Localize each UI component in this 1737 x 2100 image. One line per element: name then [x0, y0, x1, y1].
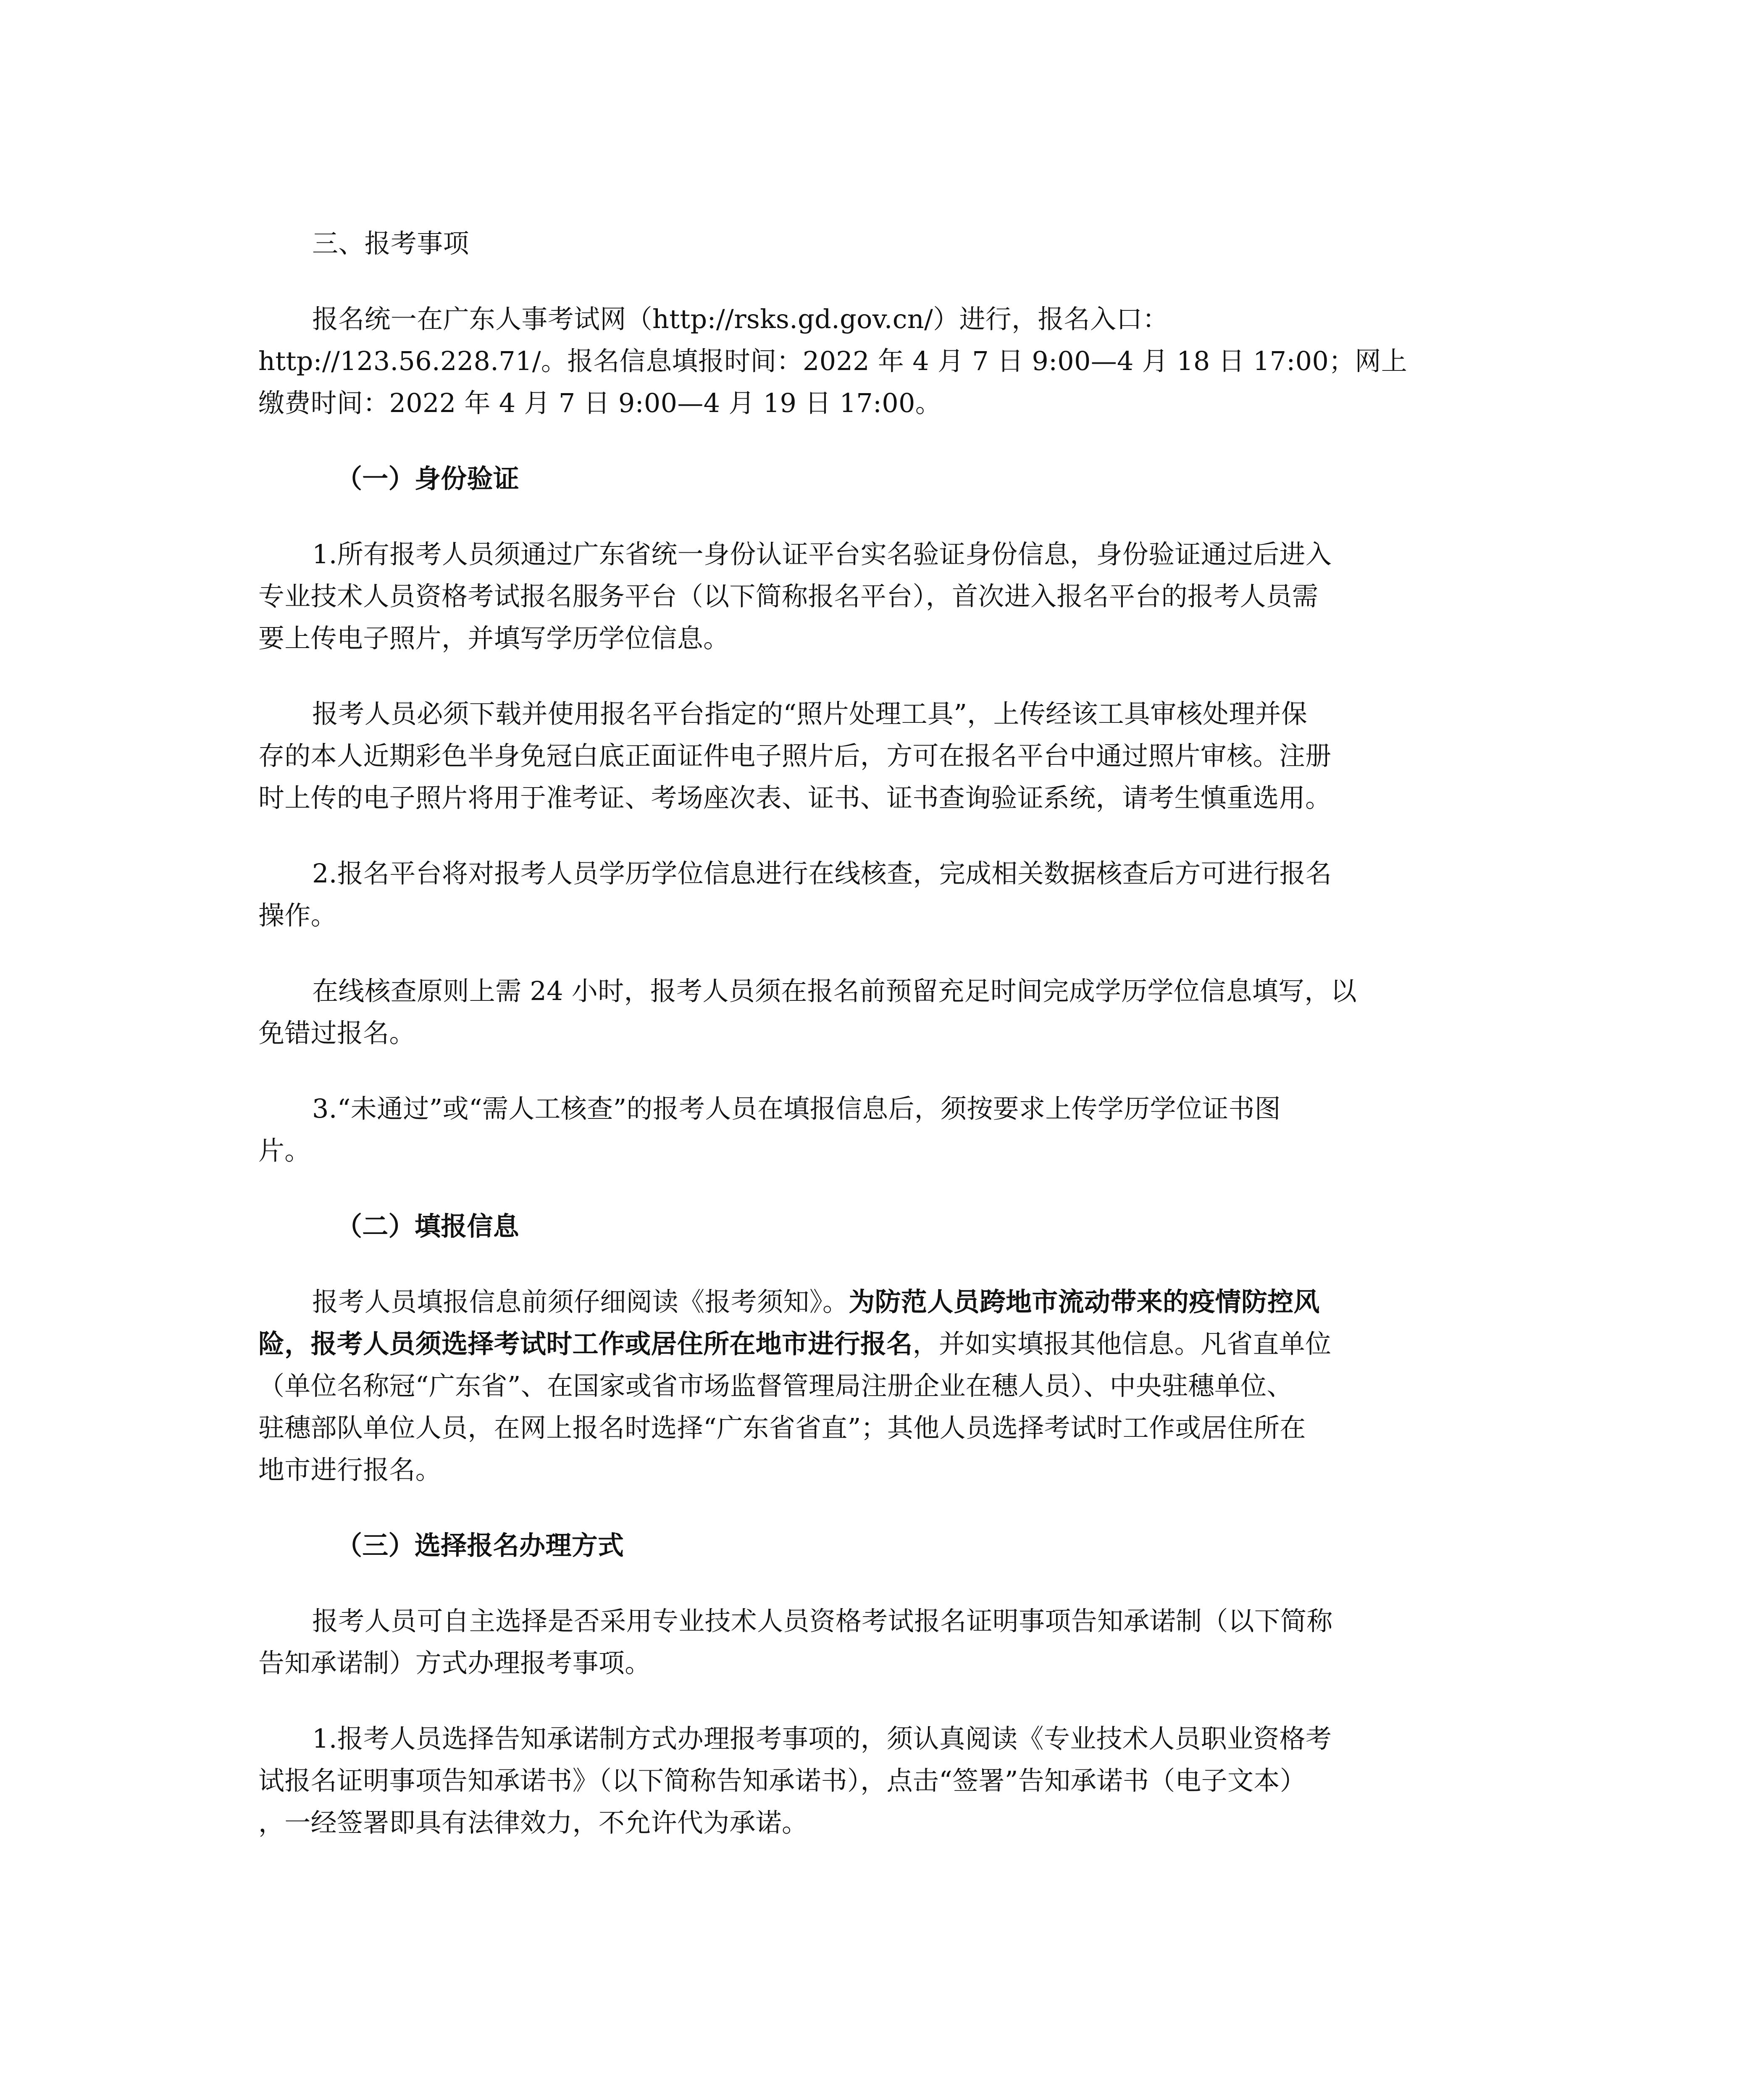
identity-p5-line-1: 3.“未通过”或“需人工核查”的报考人员在填报信息后，须按要求上传学历学位证书图 [312, 1093, 1281, 1124]
fill-line-2-bold: 险，报考人员须选择考试时工作或居住所在地市进行报名 [258, 1328, 913, 1359]
intro-line-1: 报名统一在广东人事考试网（http://rsks.gd.gov.cn/）进行，报名入口： [312, 304, 1169, 334]
identity-p1-line-2: 专业技术人员资格考试报名服务平台（以下简称报名平台），首次进入报名平台的报考人员需 [258, 581, 1319, 612]
intro-line-2: http://123.56.228.71/。报名信息填报时间：2022 年 4 月 7 日 9:00—4 月 18 日 17:00；网上 [258, 346, 1407, 376]
intro-line-3: 缴费时间：2022 年 4 月 7 日 9:00—4 月 19 日 17:00。 [258, 388, 941, 418]
fill-line-3: （单位名称冠“广东省”、在国家或省市场监督管理局注册企业在穗人员）、中央驻穗单位、 [258, 1370, 1293, 1401]
method-heading: （三）选择报名办理方式 [336, 1530, 624, 1561]
fill-line-5: 地市进行报名。 [258, 1454, 442, 1485]
identity-p3-line-2: 操作。 [258, 900, 337, 931]
identity-p2-line-2: 存的本人近期彩色半身免冠白底正面证件电子照片后，方可在报名平台中通过照片审核。注册 [258, 740, 1332, 771]
identity-p1-line-1: 1.所有报考人员须通过广东省统一身份认证平台实名验证身份信息，身份验证通过后进入 [312, 539, 1332, 570]
method-p2-line-1: 1.报考人员选择告知承诺制方式办理报考事项的，须认真阅读《专业技术人员职业资格考 [312, 1723, 1332, 1754]
document-body [258, 223, 1481, 1844]
identity-p3-line-1: 2.报名平台将对报考人员学历学位信息进行在线核查，完成相关数据核查后方可进行报名 [312, 858, 1332, 889]
fill-line-1-bold: 为防范人员跨地市流动带来的疫情防控风 [849, 1286, 1320, 1317]
fill-heading: （二）填报信息 [336, 1211, 520, 1242]
fill-line-1-normal: 报考人员填报信息前须仔细阅读《报考须知》。 [312, 1286, 849, 1317]
method-p1-line-1: 报考人员可自主选择是否采用专业技术人员资格考试报名证明事项告知承诺制（以下简称 [312, 1606, 1333, 1636]
fill-line-1 [258, 1281, 1481, 1323]
identity-p5-line-2: 片。 [258, 1135, 311, 1166]
fill-line-4: 驻穗部队单位人员，在网上报名时选择“广东省省直”；其他人员选择考试时工作或居住所在 [258, 1412, 1306, 1443]
method-p2-line-3: ，一经签署即具有法律效力，不允许代为承诺。 [258, 1807, 808, 1838]
identity-p2-line-3: 时上传的电子照片将用于准考证、考场座次表、证书、证书查询验证系统，请考生慎重选用。 [258, 782, 1332, 813]
method-p2-line-2: 试报名证明事项告知承诺书》（以下简称告知承诺书），点击“签署”告知承诺书（电子文本） [258, 1765, 1306, 1796]
identity-p4-line-1: 在线核查原则上需 24 小时，报考人员须在报名前预留充足时间完成学历学位信息填写，以 [312, 976, 1357, 1006]
section-heading: 三、报考事项 [312, 228, 469, 259]
method-p1-line-2: 告知承诺制）方式办理报考事项。 [258, 1648, 651, 1678]
identity-heading: （一）身份验证 [336, 463, 520, 494]
identity-p1-line-3: 要上传电子照片，并填写学历学位信息。 [258, 623, 730, 654]
identity-p4-line-2: 免错过报名。 [258, 1018, 415, 1048]
fill-line-2 [258, 1323, 1481, 1365]
fill-line-2-normal: ，并如实填报其他信息。凡省直单位 [912, 1328, 1332, 1359]
identity-p2-line-1: 报考人员必须下载并使用报名平台指定的“照片处理工具”，上传经该工具审核处理并保 [312, 698, 1308, 729]
